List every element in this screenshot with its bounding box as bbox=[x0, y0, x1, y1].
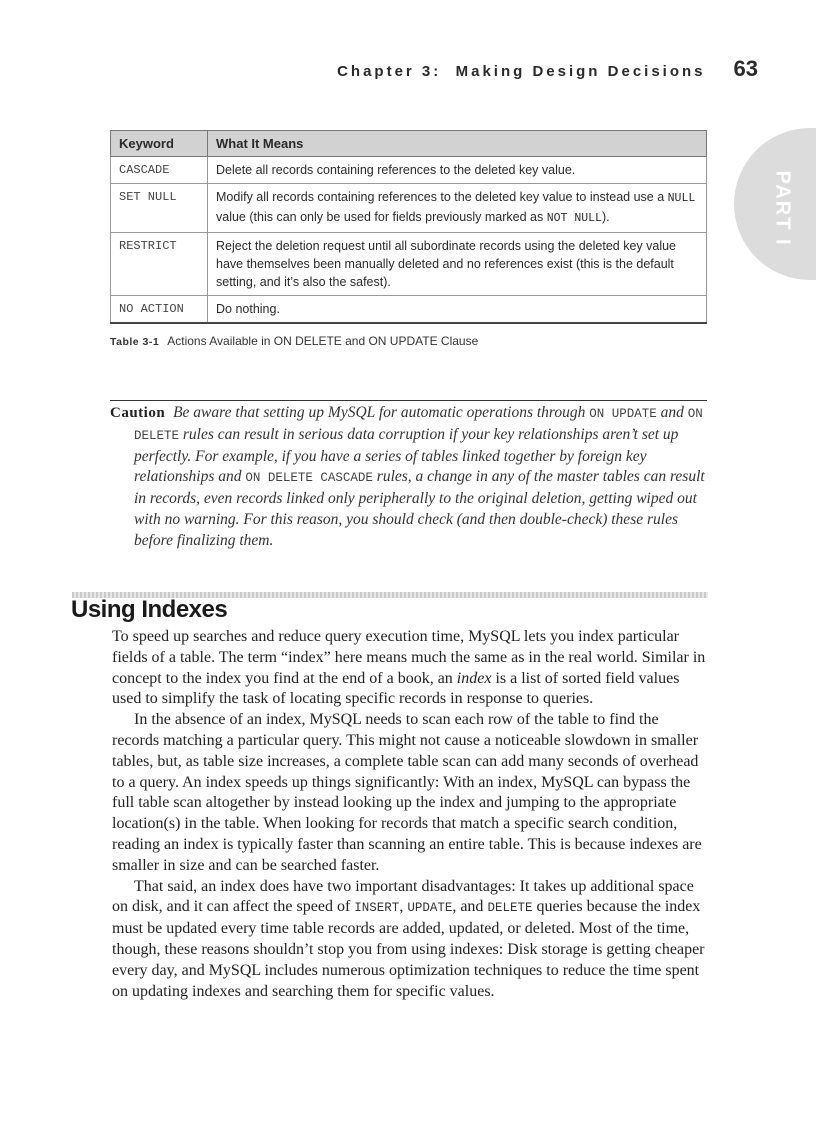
meaning-cell: Delete all records containing references to the deleted key value. bbox=[208, 157, 707, 184]
keyword-cell: CASCADE bbox=[111, 157, 208, 184]
inline-code: NOT NULL bbox=[546, 212, 602, 225]
table-caption bbox=[110, 334, 707, 348]
meaning-cell: Do nothing. bbox=[208, 296, 707, 324]
body-text bbox=[112, 627, 708, 1002]
meaning-cell: Modify all records containing references to the deleted key value to instead use a NULL value (this can only be used for fields previously marked as NOT NULL). bbox=[208, 184, 707, 233]
table-row bbox=[111, 184, 707, 233]
inline-code: NULL bbox=[667, 192, 696, 205]
paragraph: That said, an index does have two important disadvantages: It takes up additional space on disk, and it can affect the speed of INSERT, UPDATE, and DELETE queries because the index must be updated every time table records are added, updated, or deleted. Most of the time, though, these reasons shouldn’t stop you from using indexes: Disk storage is getting cheaper every day, and MySQL includes numerous optimization techniques to reduce the time spent on updating indexes and searching them for specific values. bbox=[112, 877, 705, 1000]
part-tab-label: PART I bbox=[771, 169, 794, 247]
keyword-table bbox=[110, 130, 707, 324]
inline-code: INSERT bbox=[354, 901, 400, 916]
inline-code: UPDATE bbox=[407, 901, 453, 916]
caution-label: Caution bbox=[110, 405, 166, 421]
column-header-meaning: What It Means bbox=[208, 131, 707, 157]
paragraph: In the absence of an index, MySQL needs to scan each row of the table to find the records matching a particular query. This might not cause a noticeable slowdown in smaller tables, but, as table size increases, a complete table scan can add many seconds of overhead to a query. An index speeds up things significantly: With an index, MySQL can bypass the full table scan altogether by instead looking up the index and jumping to the appropriate location(s) in the table. When looking for records that match a specific search condition, reading an index is typically faster than scanning an entire table. This is because indexes are smaller in size and can be searched faster. bbox=[112, 711, 702, 874]
emphasis: index bbox=[456, 669, 492, 687]
inline-code: ON DELETE bbox=[134, 407, 703, 443]
table-caption-label: Table 3-1 bbox=[110, 336, 160, 348]
table-row bbox=[111, 233, 707, 296]
running-head-title: Making Design Decisions bbox=[455, 63, 706, 80]
section-heading: Using Indexes bbox=[71, 596, 228, 623]
caution-text: Caution Be aware that setting up MySQL for automatic operations through ON UPDATE and ON DELETE rules can result in serious data corruption if your key relationships aren’t set up perfectly. For example, if you have a series of tables linked together by foreign key relationships and ON DELETE CASCADE rules, a change in any of the master tables can result in records, even records linked only peripherally to the original deletion, getting wiped out with no warning. For this reason, you should check (and then double-check) these rules before finalizing them. bbox=[110, 404, 705, 549]
running-head-chapter: Chapter 3: Making Design Decisions bbox=[337, 63, 706, 80]
inline-code: ON DELETE CASCADE bbox=[245, 471, 373, 486]
keyword-cell: SET NULL bbox=[111, 184, 208, 233]
paragraph: To speed up searches and reduce query execution time, MySQL lets you index particular fields of a table. The term “index” here means much the same as in the real world. Similar in concept to the index you find at the end of a book, an index is a list of sorted field values used to simplify the task of locating specific records in response to queries. bbox=[112, 628, 706, 708]
inline-code: DELETE bbox=[487, 901, 533, 916]
column-header-keyword: Keyword bbox=[111, 131, 208, 157]
table-row bbox=[111, 157, 707, 184]
page-number: 63 bbox=[733, 56, 758, 81]
table-header-row bbox=[111, 131, 707, 157]
caution-note bbox=[110, 400, 707, 552]
keyword-cell: RESTRICT bbox=[111, 233, 208, 296]
inline-code: ON UPDATE bbox=[589, 407, 657, 421]
running-head bbox=[300, 56, 758, 82]
keyword-cell: NO ACTION bbox=[111, 296, 208, 324]
table-caption-text: Actions Available in ON DELETE and ON UPDATE Clause bbox=[167, 334, 479, 348]
meaning-cell: Reject the deletion request until all subordinate records using the deleted key value have themselves been manually deleted and no references exist (this is the default setting, and it’s also the safest). bbox=[208, 233, 707, 296]
table-row bbox=[111, 296, 707, 324]
